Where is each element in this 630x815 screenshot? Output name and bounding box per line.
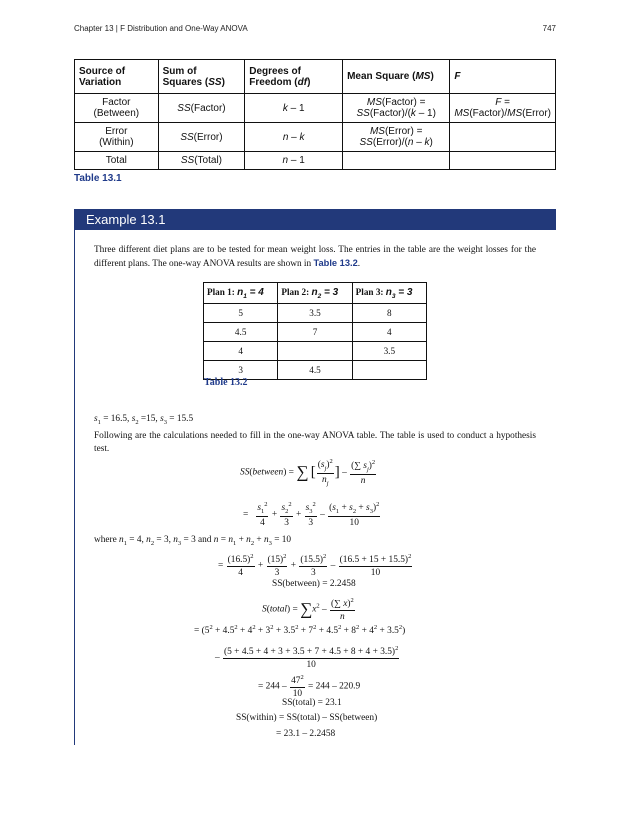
ss-within-formula: SS(within) = SS(total) – SS(between): [236, 713, 378, 723]
cell-f: F = MS(Factor)/MS(Error): [450, 94, 556, 123]
cell: [278, 342, 352, 361]
col-df: Degrees of Freedom (df): [245, 60, 343, 94]
table-header-row: [75, 60, 556, 94]
example-side-rule: [74, 230, 75, 745]
cell-f: [450, 152, 556, 170]
anova-summary-table: [74, 59, 556, 170]
example-intro-paragraph: [94, 244, 536, 271]
table-caption: Table 13.2: [204, 377, 248, 388]
running-header-chapter: Chapter 13 | F Distribution and One-Way ANOVA: [74, 24, 248, 33]
col-ss: Sum of Squares (SS): [158, 60, 245, 94]
table-row: [204, 342, 427, 361]
where-line: where $n_1 = 4$, $n_2 = 3$, $n_3 = 3$ and $n = n_1 + n_2 + n_3 = 10$: [94, 535, 292, 547]
col-plan-2: Plan 2: $n_2 = 3$: [278, 283, 352, 304]
cell-ms: MS(Error) = SS(Error)/(n – k): [343, 123, 450, 152]
ss-between-result: SS(between) = 2.2458: [272, 579, 356, 589]
table-row: [75, 94, 556, 123]
col-f: F: [450, 60, 556, 94]
ss-total-result: SS(total) = 23.1: [282, 698, 342, 708]
cell-ss: SS(Factor): [158, 94, 245, 123]
table-header-row: [204, 283, 427, 304]
cell-ms: [343, 152, 450, 170]
col-plan-1: Plan 1: $n_1 = 4$: [204, 283, 278, 304]
col-source: Source of Variation: [75, 60, 159, 94]
ss-total-formula: S(total) = $\sum x^2$ – $\frac{(\sum x)^2}{n}$: [262, 597, 354, 623]
col-plan-3: Plan 3: $n_3 = 3$: [352, 283, 426, 304]
example-title-bar: [74, 209, 556, 230]
cell-df: k – 1: [245, 94, 343, 123]
ss-total-computation: = 244 – $\frac{47^2}{10}$ = 244 – 220.9: [258, 674, 361, 700]
cell: 4.5: [204, 323, 278, 342]
cell-ss: SS(Error): [158, 123, 245, 152]
cell: 7: [278, 323, 352, 342]
cell: 4: [352, 323, 426, 342]
cell: [352, 361, 426, 380]
cell: 5: [204, 304, 278, 323]
intro-text: Three different diet plans are to be tested for mean weight loss. The entries in the table are the weight losses for the different plans. The one-way ANOVA results are shown in: [94, 245, 536, 269]
cell: 8: [352, 304, 426, 323]
calc-intro-paragraph: Following are the calculations needed to fill in the one-way ANOVA table. The table is used to conduct a hypothesis test.: [94, 431, 536, 454]
cell-source: Error (Within): [75, 123, 159, 152]
ss-between-numeric: = $\frac{(16.5)^2}{4}$ + $\frac{(15)^2}{3}$ + $\frac{(15.5)^2}{3}$ – $\frac{(16.5 + 15 + 15.5)^2}{10}$: [218, 553, 412, 579]
diet-plans-table: [203, 282, 427, 380]
ss-between-formula: SS(between) = ∑ [ $\frac{(s_j)^2}{n_j}$ ] – $\frac{(\sum s_j)^2}{n}$: [240, 458, 376, 487]
cell-f: [450, 123, 556, 152]
cell: 4.5: [278, 361, 352, 380]
cell: 3.5: [278, 304, 352, 323]
ss-within-value: = 23.1 – 2.2458: [276, 729, 336, 739]
ss-total-sum-term: – $\frac{(5 + 4.5 + 4 + 3 + 3.5 + 7 + 4.5 + 8 + 4 + 3.5)^2}{10}$: [215, 645, 399, 671]
table-row: [75, 152, 556, 170]
ss-total-squares: = $(5^2 + 4.5^2 + 4^2 + 3^2 + 3.5^2 + 7^2 + 4.5^2 + 8^2 + 4^2 + 3.5^2)$: [194, 624, 406, 637]
cell-df: n – k: [245, 123, 343, 152]
cell-ss: SS(Total): [158, 152, 245, 170]
sums-line: $s_1 = 16.5$, $s_2 =15$, $s_3 = 15.5$: [94, 414, 194, 426]
cell: 4: [204, 342, 278, 361]
col-ms: Mean Square (MS): [343, 60, 450, 94]
cell: 3: [204, 361, 278, 380]
cell-source: Total: [75, 152, 159, 170]
cell-source: Factor (Between): [75, 94, 159, 123]
cell: 3.5: [352, 342, 426, 361]
example-title: Example 13.1: [86, 212, 166, 227]
table-ref-link[interactable]: Table 13.2: [313, 258, 358, 268]
table-row: [204, 304, 427, 323]
page-number: 747: [542, 24, 556, 33]
intro-end: .: [357, 259, 361, 269]
table-row: [204, 323, 427, 342]
table-row: [75, 123, 556, 152]
cell-df: n – 1: [245, 152, 343, 170]
table-caption: Table 13.1: [74, 173, 122, 184]
cell-ms: MS(Factor) = SS(Factor)/(k – 1): [343, 94, 450, 123]
ss-between-expanded: = $\frac{s_1^2}{4}$ + $\frac{s_2^2}{3}$ + $\frac{s_3^2}{3}$ – $\frac{(s_1 + s_2 + s_3)^2}{10}$: [243, 501, 380, 528]
